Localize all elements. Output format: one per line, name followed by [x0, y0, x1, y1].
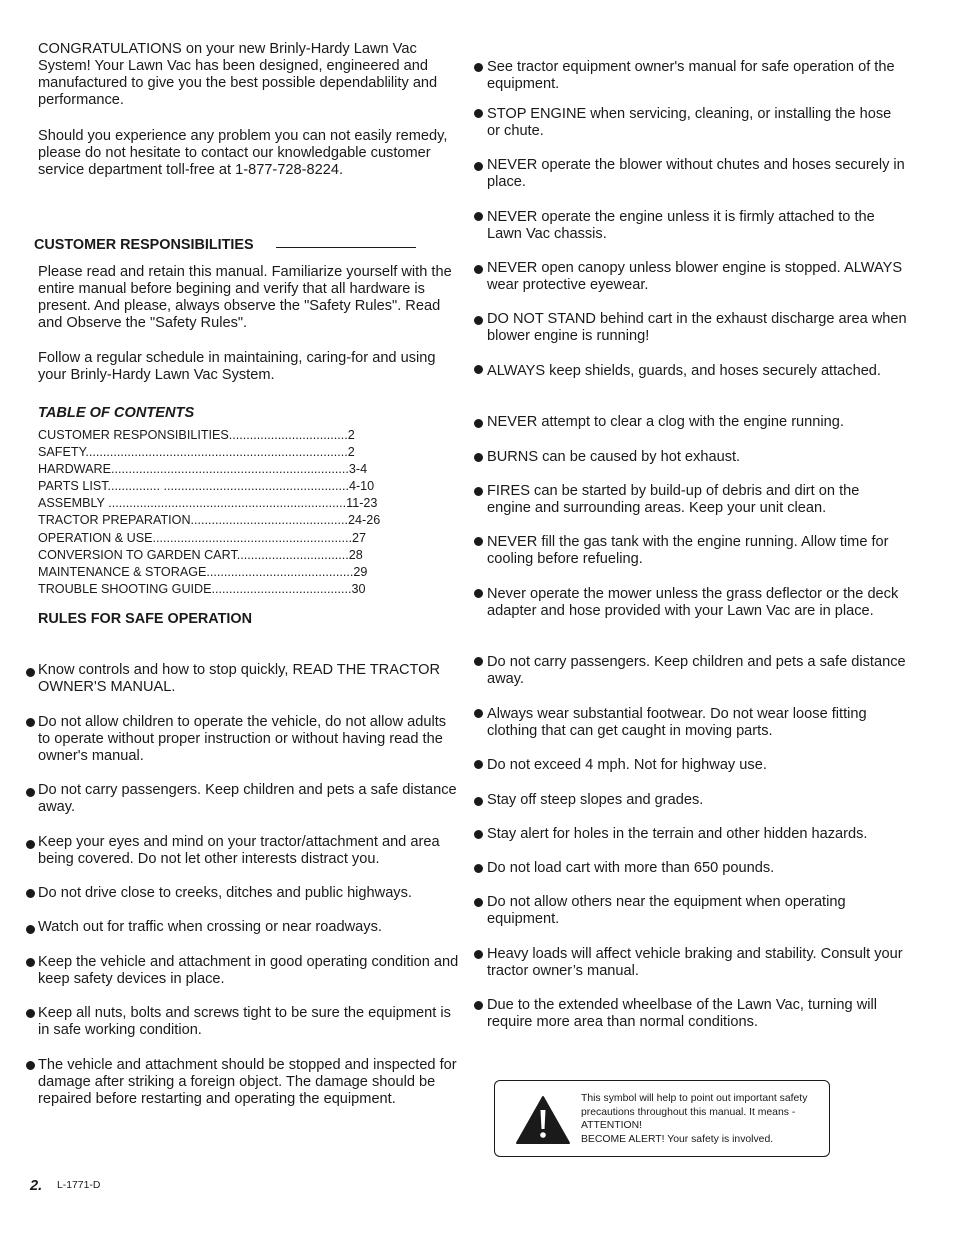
- bullet-icon: [474, 537, 483, 546]
- bullet-icon: [474, 212, 483, 221]
- rule-text: BURNS can be caused by hot exhaust.: [487, 449, 741, 465]
- bullet-icon: [474, 898, 483, 907]
- bullet-icon: [26, 668, 35, 677]
- bullet-icon: [474, 830, 483, 839]
- rule-text: Do not load cart with more than 650 pounds.: [487, 860, 775, 876]
- bullet-icon: [26, 840, 35, 849]
- rule-text: Do not allow others near the equipment when operating equipment.: [487, 894, 846, 927]
- responsibilities-para-1: Please read and retain this manual. Familiarize yourself with the entire manual before begining and verify that all hardware is present. And please, always observe the "Safety Rules". Read and Observe the "Safety Rules".: [38, 264, 452, 331]
- bullet-icon: [474, 864, 483, 873]
- rule-text: Never operate the mower unless the grass deflector or the deck adapter and hose provided with your Lawn Vac are in place.: [487, 586, 899, 619]
- customer-responsibilities-heading: CUSTOMER RESPONSIBILITIES: [34, 237, 254, 253]
- toc-entry: ASSEMBLY ....................................................................11-23: [38, 496, 378, 511]
- heading-underline: [276, 247, 416, 248]
- bullet-icon: [474, 109, 483, 118]
- rule-text: Do not exceed 4 mph. Not for highway use.: [487, 757, 767, 773]
- rule-text: Stay off steep slopes and grades.: [487, 792, 704, 808]
- bullet-icon: [26, 1061, 35, 1070]
- toc-entry: MAINTENANCE & STORAGE..........................................29: [38, 564, 368, 579]
- bullet-icon: [474, 162, 483, 171]
- rule-text: Keep the vehicle and attachment in good operating condition and keep safety devices in place.: [38, 954, 459, 987]
- bullet-icon: [474, 453, 483, 462]
- page-number: 2.: [30, 1178, 43, 1194]
- rule-text: Stay alert for holes in the terrain and other hidden hazards.: [487, 826, 868, 842]
- toc-entry: CUSTOMER RESPONSIBILITIES..................................2: [38, 428, 355, 442]
- document-code: L-1771-D: [57, 1180, 101, 1191]
- responsibilities-para-2: Follow a regular schedule in maintaining, caring-for and using your Brinly-Hardy Lawn Vac System.: [38, 350, 436, 383]
- safety-symbol-text: [581, 1092, 821, 1146]
- bullet-icon: [474, 589, 483, 598]
- rule-text: FIRES can be started by build-up of debris and dirt on the engine and surrounding areas. Keep your unit clean.: [487, 483, 860, 516]
- intro-congratulations: CONGRATULATIONS on your new Brinly-Hardy Lawn Vac System! Your Lawn Vac has been designed, engineered and manufactured to give you the best possible dependablility and performance.: [38, 41, 438, 108]
- bullet-icon: [474, 950, 483, 959]
- bullet-icon: [26, 788, 35, 797]
- rule-text: Keep all nuts, bolts and screws tight to be sure the equipment is in safe working condition.: [38, 1005, 451, 1038]
- safety-symbol-box: [494, 1080, 830, 1157]
- toc-entry: CONVERSION TO GARDEN CART................................28: [38, 547, 363, 562]
- rule-text: See tractor equipment owner's manual for safe operation of the equipment.: [487, 59, 895, 92]
- bullet-icon: [26, 925, 35, 934]
- rule-text: Know controls and how to stop quickly, READ THE TRACTOR OWNER'S MANUAL.: [38, 662, 441, 695]
- rule-text: NEVER open canopy unless blower engine is stopped. ALWAYS wear protective eyewear.: [487, 260, 903, 293]
- intro-problem: Should you experience any problem you can not easily remedy, please do not hesitate to contact our knowledgable customer service department toll-free at 1-877-728-8224.: [38, 128, 448, 178]
- toc-entry: OPERATION & USE.........................................................27: [38, 530, 366, 545]
- rule-text: NEVER fill the gas tank with the engine running. Allow time for cooling before refueling.: [487, 534, 889, 567]
- safety-symbol-line-2: BECOME ALERT! Your safety is involved.: [581, 1133, 774, 1145]
- rule-text: Do not carry passengers. Keep children and pets a safe distance away.: [487, 654, 906, 687]
- toc-list: [38, 427, 398, 598]
- bullet-icon: [26, 1009, 35, 1018]
- bullet-icon: [474, 365, 483, 374]
- bullet-icon: [474, 265, 483, 274]
- rule-text: Keep your eyes and mind on your tractor/attachment and area being covered. Do not let other interests distract you.: [38, 834, 440, 867]
- rule-text: Due to the extended wheelbase of the Lawn Vac, turning will require more area than normal conditions.: [487, 997, 877, 1030]
- bullet-icon: [26, 958, 35, 967]
- bullet-icon: [474, 1001, 483, 1010]
- rules-heading: RULES FOR SAFE OPERATION: [38, 611, 253, 627]
- rule-text: STOP ENGINE when servicing, cleaning, or installing the hose or chute.: [487, 106, 892, 139]
- bullet-icon: [26, 718, 35, 727]
- rule-text: NEVER attempt to clear a clog with the engine running.: [487, 414, 844, 430]
- toc-entry: TRACTOR PREPARATION.............................................24-26: [38, 513, 381, 528]
- toc-entry: PARTS LIST............... .....................................................4-10: [38, 479, 375, 494]
- rule-text: Heavy loads will affect vehicle braking and stability. Consult your tractor owner’s manual.: [487, 946, 903, 979]
- bullet-icon: [474, 709, 483, 718]
- rule-text: NEVER operate the blower without chutes and hoses securely in place.: [487, 157, 905, 190]
- bullet-icon: [474, 63, 483, 72]
- bullet-icon: [474, 316, 483, 325]
- rule-text: DO NOT STAND behind cart in the exhaust discharge area when blower engine is running!: [487, 311, 907, 344]
- warning-triangle-icon: [515, 1095, 571, 1145]
- safety-symbol-line-1: This symbol will help to point out important safety precautions throughout this manual. It means - ATTENTION!: [581, 1093, 808, 1132]
- bullet-icon: [474, 487, 483, 496]
- bullet-icon: [474, 657, 483, 666]
- rule-text: The vehicle and attachment should be stopped and inspected for damage after striking a foreign object. The damage should be repaired before restarting and operating the equipment.: [38, 1057, 457, 1107]
- toc-title: TABLE OF CONTENTS: [38, 405, 195, 421]
- toc-entry: HARDWARE....................................................................3-4: [38, 462, 368, 477]
- toc-entry: SAFETY...........................................................................2: [38, 445, 355, 460]
- rule-text: Do not drive close to creeks, ditches and public highways.: [38, 885, 412, 901]
- bullet-icon: [474, 797, 483, 806]
- toc-entry: TROUBLE SHOOTING GUIDE........................................30: [38, 581, 366, 596]
- rule-text: NEVER operate the engine unless it is firmly attached to the Lawn Vac chassis.: [487, 209, 875, 242]
- bullet-icon: [26, 889, 35, 898]
- rule-text: Do not carry passengers. Keep children and pets a safe distance away.: [38, 782, 457, 815]
- rule-text: Always wear substantial footwear. Do not wear loose fitting clothing that can get caught in moving parts.: [487, 706, 867, 739]
- rule-text: Watch out for traffic when crossing or near roadways.: [38, 919, 382, 935]
- bullet-icon: [474, 419, 483, 428]
- bullet-icon: [474, 760, 483, 769]
- rule-text: ALWAYS keep shields, guards, and hoses securely attached.: [487, 363, 881, 379]
- rule-text: Do not allow children to operate the vehicle, do not allow adults to operate without proper instruction or without having read the owner's manual.: [38, 714, 447, 764]
